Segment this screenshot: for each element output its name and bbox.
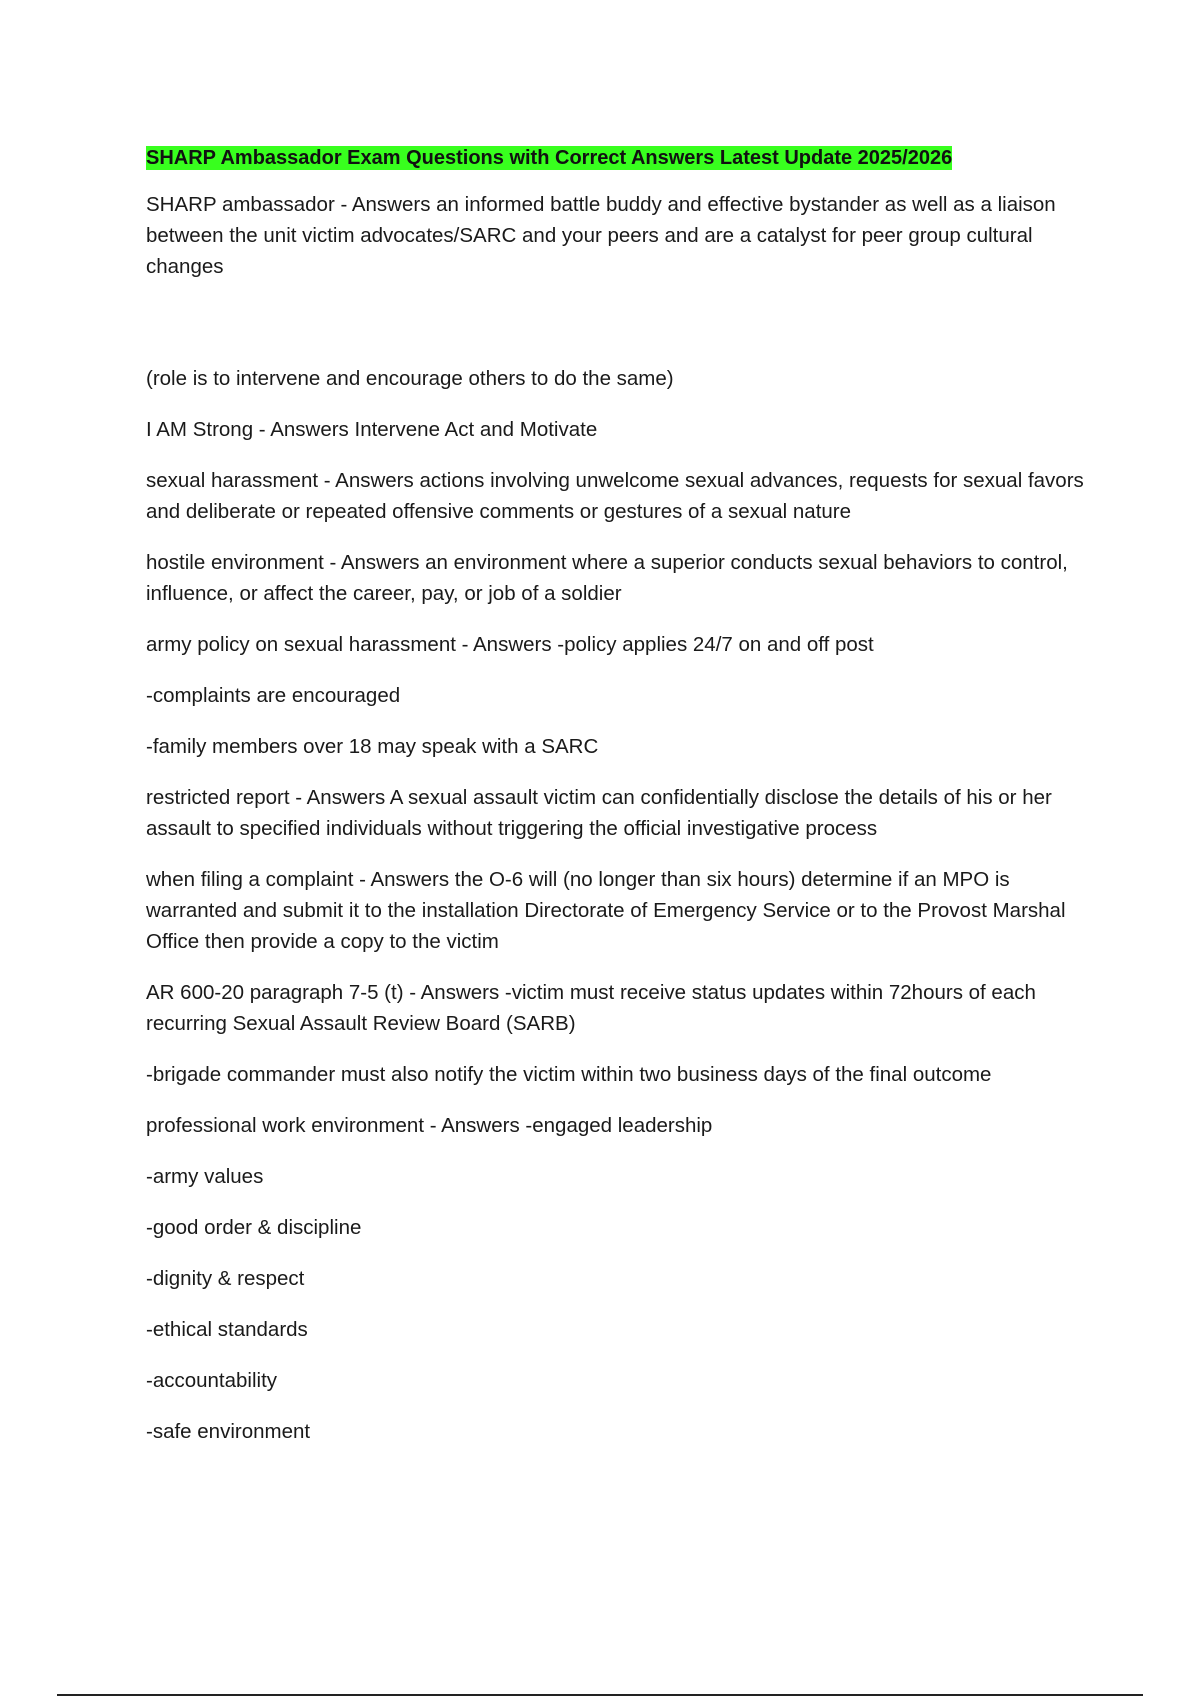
paragraph: (role is to intervene and encourage others to do the same) xyxy=(146,367,674,390)
paragraph: sexual harassment - Answers actions involving unwelcome sexual advances, requests for sexual favors and deliberate or repeated offensive comments or gestures of a sexual nature xyxy=(146,469,1084,523)
footer-divider xyxy=(57,1694,1143,1696)
paragraph: -ethical standards xyxy=(146,1318,308,1341)
paragraph: when filing a complaint - Answers the O-6 will (no longer than six hours) determine if an MPO is warranted and submit it to the installation Directorate of Emergency Service or to the Provost Marshal Office then provide a copy to the victim xyxy=(146,868,1066,953)
document-content xyxy=(146,144,1091,1467)
paragraph: -accountability xyxy=(146,1369,278,1392)
paragraph: hostile environment - Answers an environment where a superior conducts sexual behaviors to control, influence, or affect the career, pay, or job of a soldier xyxy=(146,551,1068,605)
document-title: SHARP Ambassador Exam Questions with Correct Answers Latest Update 2025/2026 xyxy=(146,147,953,169)
paragraph: AR 600-20 paragraph 7-5 (t) - Answers -victim must receive status updates within 72hours of each recurring Sexual Assault Review Board (SARB) xyxy=(146,981,1036,1035)
paragraph: -brigade commander must also notify the victim within two business days of the final outcome xyxy=(146,1063,992,1086)
paragraph: -family members over 18 may speak with a SARC xyxy=(146,735,599,758)
paragraph: army policy on sexual harassment - Answers -policy applies 24/7 on and off post xyxy=(146,633,874,656)
paragraph: restricted report - Answers A sexual assault victim can confidentially disclose the details of his or her assault to specified individuals without triggering the official investigative process xyxy=(146,786,1052,840)
paragraph: professional work environment - Answers -engaged leadership xyxy=(146,1114,713,1137)
paragraph: -good order & discipline xyxy=(146,1216,362,1239)
paragraph: -complaints are encouraged xyxy=(146,684,401,707)
paragraph: -safe environment xyxy=(146,1420,311,1443)
paragraph: SHARP ambassador - Answers an informed battle buddy and effective bystander as well as a liaison between the unit victim advocates/SARC and your peers and are a catalyst for peer group cultural changes xyxy=(146,193,1056,278)
paragraph: -dignity & respect xyxy=(146,1267,305,1290)
paragraph: -army values xyxy=(146,1165,264,1188)
paragraph: I AM Strong - Answers Intervene Act and Motivate xyxy=(146,418,598,441)
title-block xyxy=(146,144,1091,174)
